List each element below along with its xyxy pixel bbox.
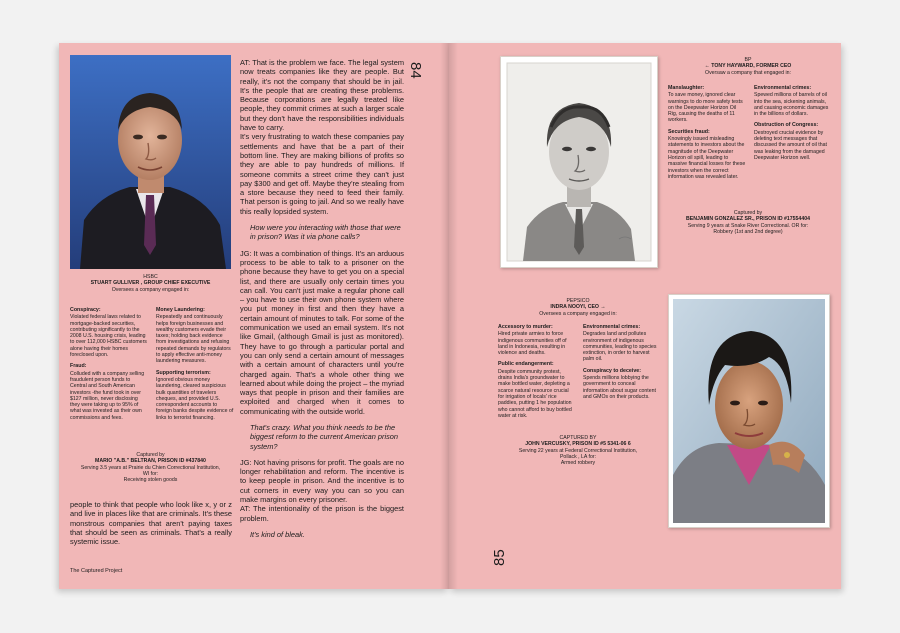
nooyi-artist-credit: CAPTURED BY JOHN VERCUSKY, PRISON ID #5 5341-06 6 Serving 22 years at Federal Correctional Institution, Pollack , LA for: Armed robbery [498,435,658,466]
crime-item: Money Laundering: Repeatedly and continuously helps foreign businesses and wealthy customers evade their taxes; holding back evidence from investigations and refusing repeated demands by regulators to apply effective anti-money laundering measures. [156,307,231,365]
page-number-right: 85 [491,549,508,566]
nooyi-oversees: Oversees a company engaged in: [539,310,617,317]
gulliver-caption-header [70,274,231,293]
crime-item: Public endangerment: Despite community protest, drains India's groundwater to make bottled water, depleting a scarce natural resource crucial for irrigation of locals' rice paddies, putting 1 he population who cannot afford to buy bottled water at risk. [498,361,572,419]
crime-item: Obstruction of Congress: Destroyed crucial evidence by deleting text messages that discussed the amount of oil that was leaking from the damaged Deepwater Horizon well. [754,122,827,161]
hayward-portrait [500,56,658,268]
article-paragraph: AT: The intentionality of the prison is the biggest problem. [240,504,404,523]
article-paragraph: It's very frustrating to watch these companies pay settlements and have that be a part of their bottom line. They are making billions of profits so they are able to pay hundreds of millions. If someone commits a street crime they can't just pay $300 and get off. Maybe they're stealing from a store because they need to feed their family. That person is going to jail. And so we really have this really lopsided system. [240,132,404,216]
crime-item: Supporting terrorism: Ignored obvious money laundering, cleared suspicious bulk quantities of travelers cheques, and provided U.S. correspondent accounts to foreign banks despite evidence of links to terrorist financing. [156,369,234,421]
hayward-artist: BENJAMIN GONZALEZ SR., PRISON ID #17554404 [686,216,810,223]
gulliver-company: HSBC [143,274,158,280]
article-column [240,58,404,546]
article-paragraph: JG: It was a combination of things. It's an arduous process to be able to talk to a prisoner on the phone because they have to get you on a special list, and there are usually only certain times you can call. You can't just make a regular phone call – you have to use their own phone system where you put money in first and then they have a certain amount of minutes to talk. For some of the communication we used an email system. It's not like Gmail, (although Gmail is just as monitored). They have to go through a particular portal and you can only send a certain amount of messages with a certain amount of characters until you're charged again. That's a whole other thing we learned about while doing the project – the myriad ways that people in prison and their families are exploited and charged when it comes to communicating with the outside world. [240,248,404,416]
hayward-crimes-col2 [754,85,832,166]
gulliver-artist-credit: Captured by MARIO "A.B." BELTRAN, PRISON ID #437840 Serving 3.5 years at Prairie du Chien Correctional Institution, WI for: Receiving stolen goods [70,452,231,483]
gulliver-portrait [70,55,231,269]
nooyi-crimes-col2 [583,324,661,405]
interview-question: That's crazy. What you think needs to be the biggest reform to the current American prison system? [250,422,399,451]
hayward-caption-header [668,57,828,76]
footer-title: The Captured Project [70,568,123,574]
article-paragraph: JG: Not having prisons for profit. The goals are no longer rehabilitation and reform. The incentive is to keep people in prison. And the incentive is to cut corners in every way you can so you can make margins on every prisoner. [240,457,404,505]
gulliver-crimes-col2 [156,307,234,426]
article-paragraph: AT: That is the problem we face. The legal system now treats companies like they are people. But really, it's not the company that should be in jail. It's the people that are creating these problems. Because corporations are legally treated like people, they commit crimes at such a larger scale but they don't have the responsibilities individuals have to carry. [240,58,404,133]
spine-shadow [440,43,458,589]
page-number-left: 84 [407,62,424,79]
nooyi-name: INDRA NOOYI, CEO → [550,304,606,311]
article-paragraph: people to think that people who look like x, y or z and live in places like that are criminals. It's these monstrous companies that aren't paying taxes that should be seen as criminals. That's a really systemic issue. [70,500,232,547]
crime-item: Fraud: Colluded with a company selling fraudulent person funds to Central and South American investors -the fund took in over $127 million, never disclosing they were taking up to 95% of what was invested as their own commissions and fees. [70,363,145,421]
nooyi-company: PEPSICO [566,298,590,304]
nooyi-caption-header [498,298,658,317]
gulliver-crimes-col1 [70,307,148,426]
crime-item: Manslaughter: To save money, ignored clear warnings to do more safety tests on the Deepwater Horizon Oil Rig, causing the deaths of 11 workers. [668,85,743,124]
crime-item: Environmental crimes: Degrades land and pollutes environment of indigenous communities, leading to species extinction, in order to harvest palm oil. [583,324,657,363]
gulliver-name: STUART GULLIVER , GROUP CHIEF EXECUTIVE [90,280,211,287]
interview-question: It's kind of bleak. [250,529,305,539]
nooyi-artist: JOHN VERCUSKY, PRISON ID #5 5341-06 6 [525,441,631,448]
crime-item: Securities fraud: Knowingly issued misleading statements to investors about the magnitude of the Deepwater Horizon oil spill, leading to massive financial losses for these investors when the correct information was revealed later. [668,128,746,180]
hayward-name: ← TONY HAYWARD, FORMER CEO [704,63,792,70]
hayward-oversees: Oversaw a company that engaged in: [705,69,791,76]
crime-item: Accessory to murder: Hired private armies to force indigenous communities off of land in Indonesia, resulting in violence and deaths. [498,324,567,357]
crime-item: Conspiracy: Violated federal laws related to mortgage-backed securities, contributing significantly to the 2008 U.S. housing crisis, leading to over 112,000 HSBC customers alone having their homes foreclosed upon. [70,307,147,359]
nooyi-portrait [668,294,830,528]
nooyi-crimes-col1 [498,324,576,424]
article-continuation [70,500,232,553]
hayward-crimes-col1 [668,85,746,185]
gulliver-artist: MARIO "A.B." BELTRAN, PRISON ID #437840 [95,458,206,465]
gulliver-oversees: Oversees a company engaged in: [111,286,190,293]
crime-item: Environmental crimes: Spewed millions of barrels of oil into the sea, sickening animals, and causing economic damages in the billions of dollars. [754,85,829,118]
hayward-company: BP [744,57,752,63]
hayward-artist-credit: Captured by BENJAMIN GONZALEZ SR., PRISON ID #17554404 Serving 9 years at Snake River Correctional. OR for: Robbery (1st and 2nd degree) [668,210,828,235]
interview-question: How were you interacting with those that were in prison? Was it via phone calls? [250,223,401,242]
crime-item: Conspiracy to deceive: Spends millions lobbying the government to conceal information about sugar content and GMOs on their products. [583,367,656,400]
